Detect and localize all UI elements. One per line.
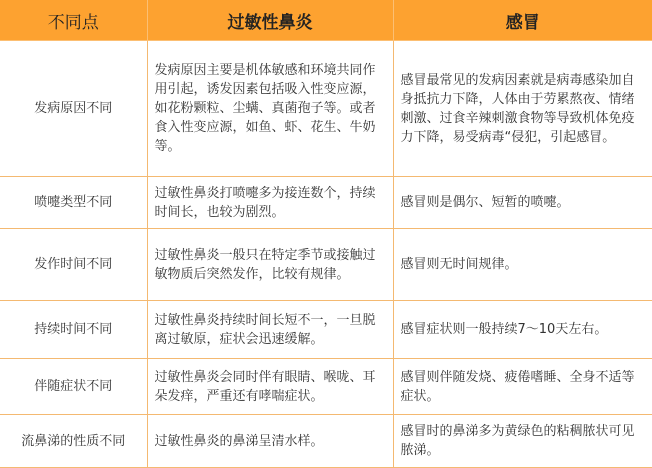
cold-cell: 感冒症状则一般持续7～10天左右。	[393, 301, 652, 359]
row-label: 发病原因不同	[0, 41, 147, 177]
row-label: 伴随症状不同	[0, 359, 147, 415]
cold-cell: 感冒则是偶尔、短暂的喷嚏。	[393, 177, 652, 229]
table-row	[0, 359, 652, 415]
header-difference: 不同点	[0, 0, 147, 41]
row-label: 流鼻涕的性质不同	[0, 415, 147, 468]
table-row	[0, 301, 652, 359]
allergic-cell: 过敏性鼻炎会同时伴有眼睛、喉咙、耳朵发痒，严重还有哮喘症状。	[147, 359, 393, 415]
allergic-cell: 过敏性鼻炎的鼻涕呈清水样。	[147, 415, 393, 468]
table-row	[0, 415, 652, 468]
cold-cell: 感冒则伴随发烧、疲倦嗜睡、全身不适等症状。	[393, 359, 652, 415]
header-common-cold: 感冒	[393, 0, 652, 41]
table-row	[0, 41, 652, 177]
row-label: 喷嚏类型不同	[0, 177, 147, 229]
allergic-cell: 发病原因主要是机体敏感和环境共同作用引起，诱发因素包括吸入性变应源，如花粉颗粒、尘螨、真菌孢子等。或者食入性变应源，如鱼、虾、花生、牛奶等。	[147, 41, 393, 177]
table-row	[0, 229, 652, 301]
table-row	[0, 177, 652, 229]
allergic-cell: 过敏性鼻炎一般只在特定季节或接触过敏物质后突然发作，比较有规律。	[147, 229, 393, 301]
cold-cell: 感冒则无时间规律。	[393, 229, 652, 301]
allergic-cell: 过敏性鼻炎打喷嚏多为接连数个，持续时间长，也较为剧烈。	[147, 177, 393, 229]
cold-cell: 感冒最常见的发病因素就是病毒感染加自身抵抗力下降，人体由于劳累熬夜、情绪刺激、过食辛辣刺激食物等导致机体免疫力下降，易受病毒“侵犯，引起感冒。	[393, 41, 652, 177]
row-label: 持续时间不同	[0, 301, 147, 359]
allergic-cell: 过敏性鼻炎持续时间长短不一，一旦脱离过敏原，症状会迅速缓解。	[147, 301, 393, 359]
header-allergic-rhinitis: 过敏性鼻炎	[147, 0, 393, 41]
header-row	[0, 0, 652, 41]
row-label: 发作时间不同	[0, 229, 147, 301]
cold-cell: 感冒时的鼻涕多为黄绿色的粘稠脓状可见脓涕。	[393, 415, 652, 468]
